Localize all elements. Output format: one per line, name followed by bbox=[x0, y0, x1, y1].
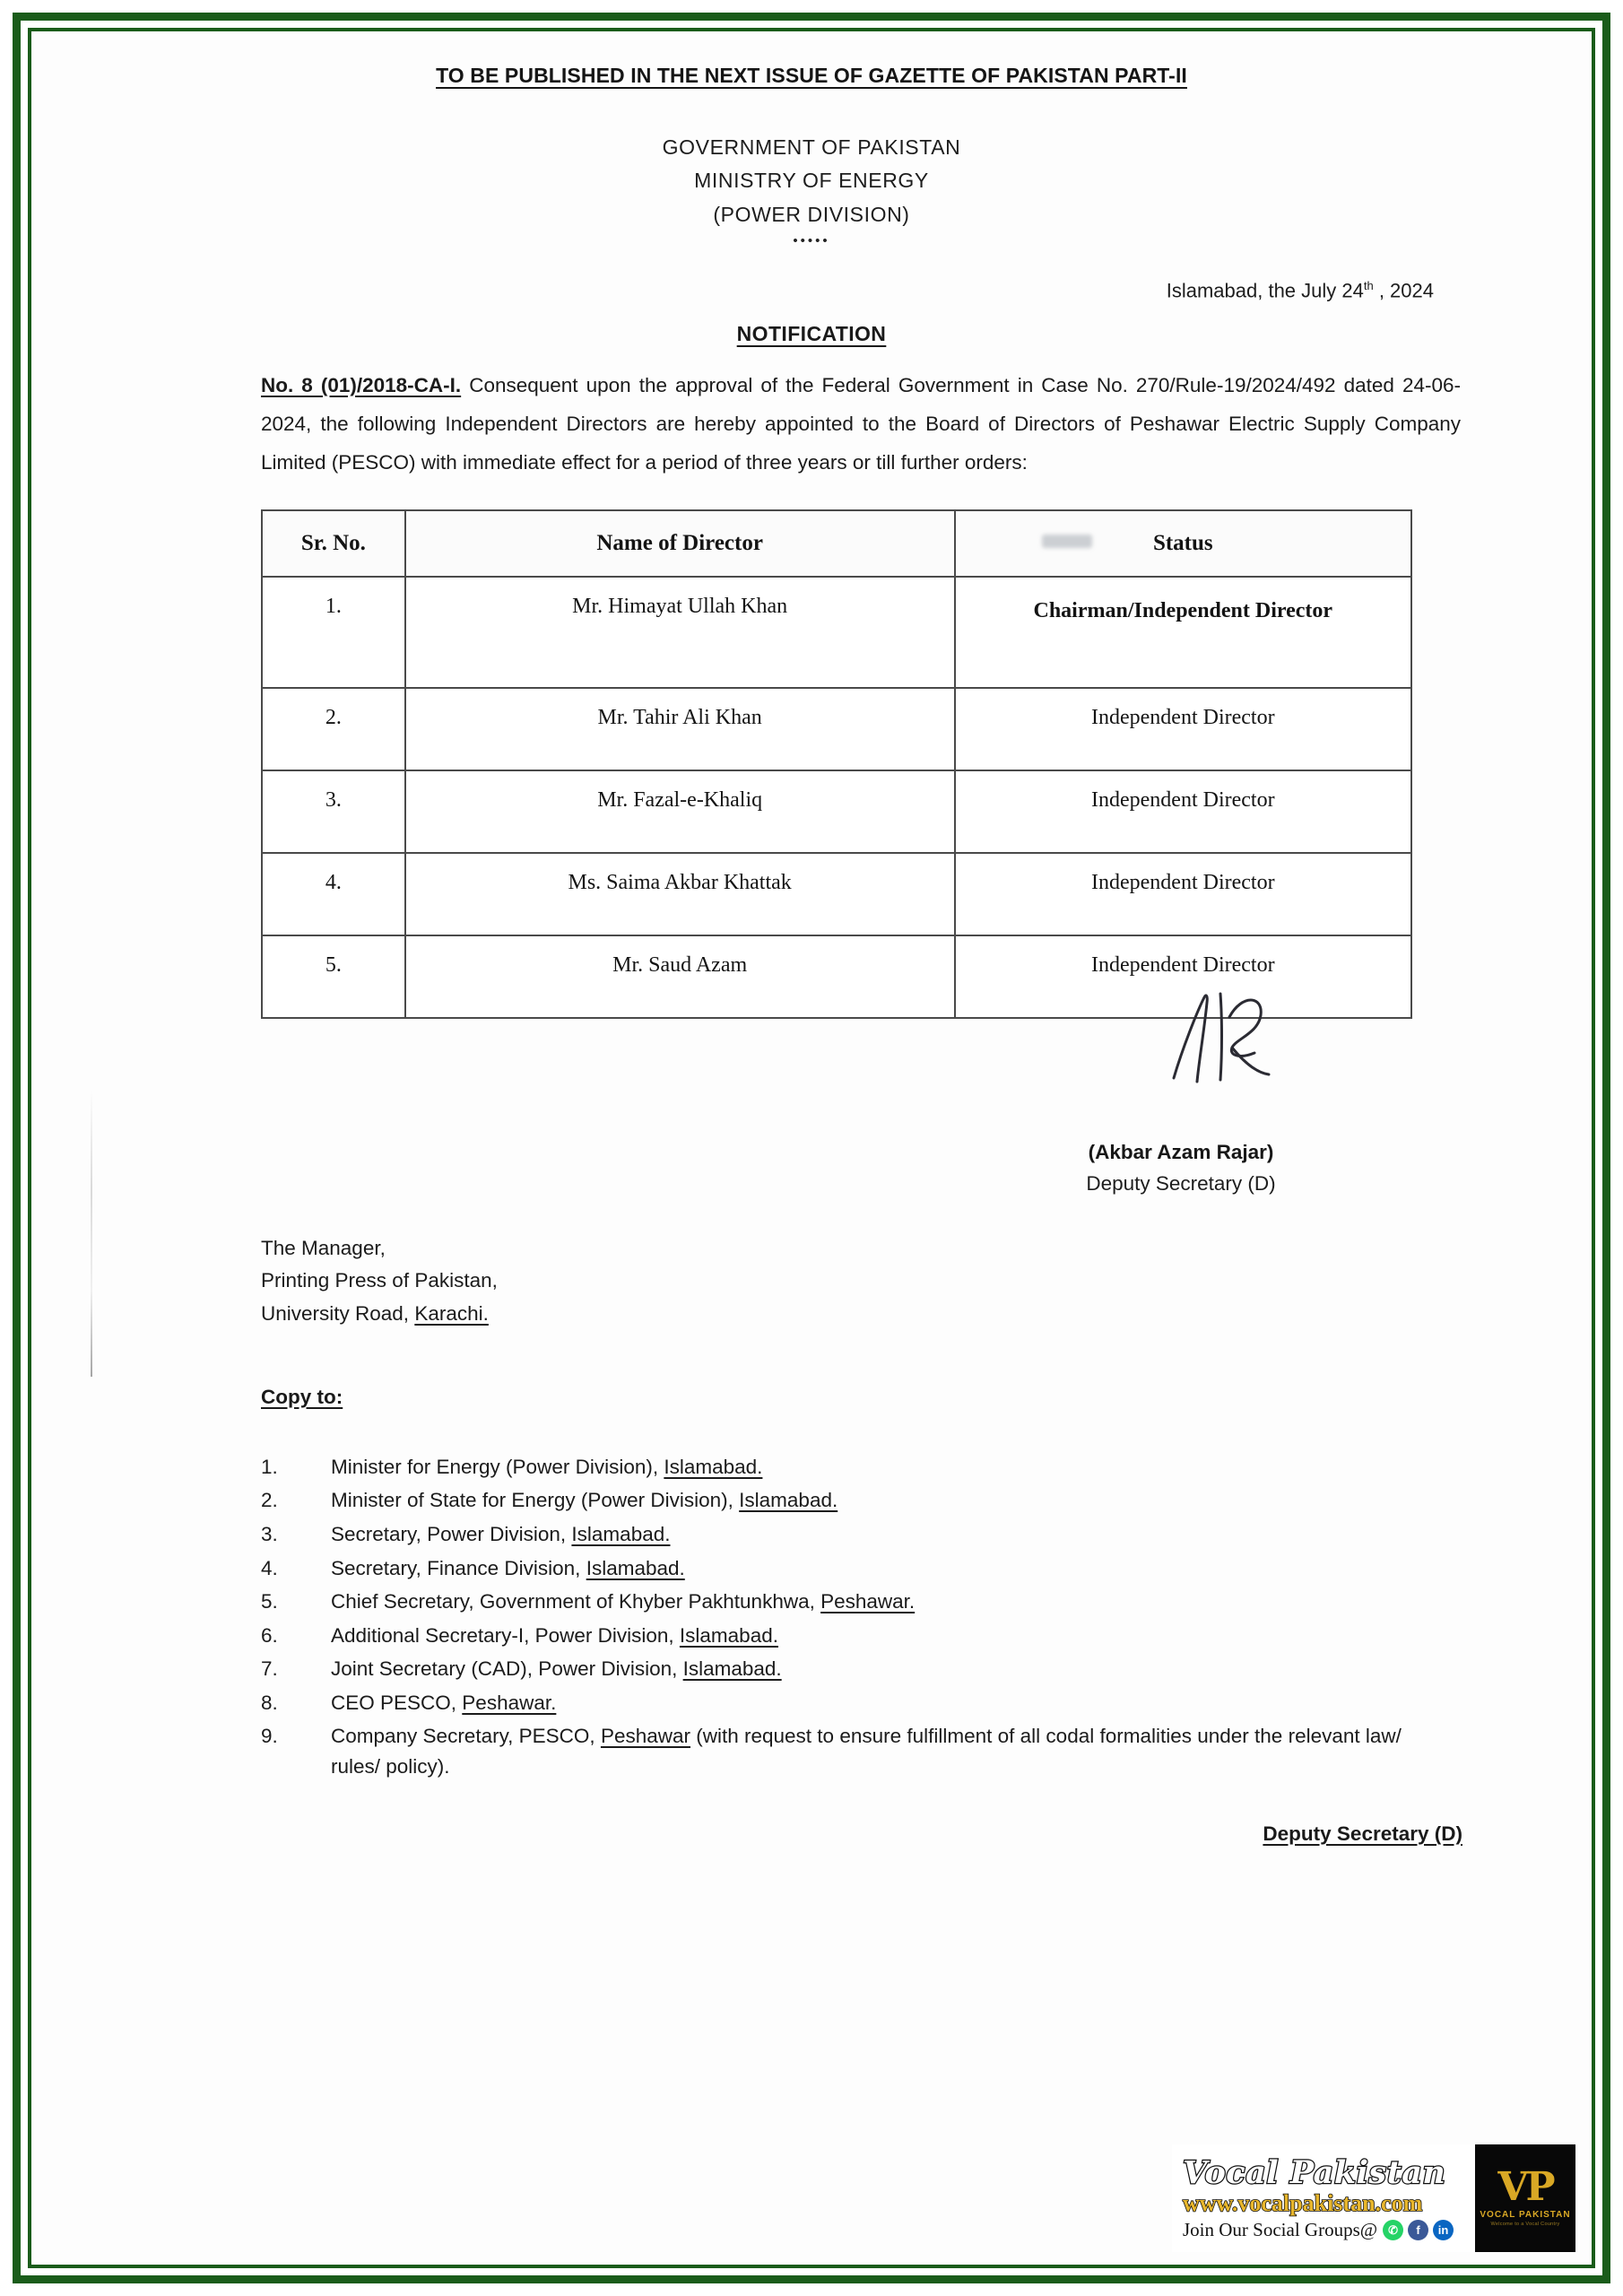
dateline bbox=[31, 279, 1592, 302]
signature-area bbox=[31, 1026, 1592, 1214]
cell-sr-no: 1. bbox=[262, 577, 405, 688]
dateline-year: , 2024 bbox=[1373, 279, 1434, 302]
copy-to-item-location: Peshawar. bbox=[820, 1590, 916, 1613]
copy-to-list bbox=[31, 1452, 1592, 1781]
copy-to-item-tail: (with request to ensure fulfillment of all codal formalities under the relevant law/ rules/ policy). bbox=[331, 1725, 1402, 1778]
cell-sr-no: 3. bbox=[262, 770, 405, 853]
addressee-line-2: Printing Press of Pakistan, bbox=[261, 1269, 498, 1292]
watermark-logo-monogram: VP bbox=[1497, 2164, 1553, 2211]
copy-to-item-location: Islamabad. bbox=[571, 1522, 671, 1545]
copy-to-item-location: Islamabad. bbox=[739, 1489, 838, 1512]
reference-number: No. 8 (01)/2018-CA-I. bbox=[261, 374, 462, 397]
copy-to-item-number: 4. bbox=[261, 1556, 278, 1579]
cell-status: Independent Director bbox=[955, 935, 1411, 1018]
table-header-row bbox=[262, 510, 1411, 577]
whatsapp-icon[interactable]: ✆ bbox=[1383, 2220, 1403, 2240]
cell-status: Independent Director bbox=[955, 853, 1411, 935]
dateline-prefix: Islamabad, the July 24 bbox=[1166, 279, 1364, 302]
copy-to-item-main: Additional Secretary-I, Power Division, bbox=[331, 1623, 680, 1647]
scanned-document-sheet bbox=[31, 31, 1592, 2265]
copy-to-item-text bbox=[331, 1688, 1434, 1718]
document-body bbox=[31, 31, 1592, 1846]
linkedin-icon[interactable]: in bbox=[1433, 2220, 1454, 2240]
table-body bbox=[262, 577, 1411, 1018]
copy-to-item bbox=[31, 1553, 1592, 1584]
handwritten-signature-icon bbox=[1143, 985, 1341, 1119]
page-border-frame bbox=[13, 13, 1610, 2283]
col-header-name: Name of Director bbox=[405, 510, 955, 577]
directors-table bbox=[261, 509, 1412, 1019]
copy-to-item-main: Joint Secretary (CAD), Power Division, bbox=[331, 1657, 683, 1681]
addressee-line-3 bbox=[261, 1298, 1592, 1330]
copy-to-item-location: Islamabad. bbox=[679, 1623, 778, 1647]
copy-to-item-text bbox=[331, 1654, 1434, 1684]
addressee-street: University Road, bbox=[261, 1301, 415, 1325]
copy-to-item-text bbox=[331, 1519, 1434, 1550]
copy-to-item bbox=[31, 1519, 1592, 1550]
copy-to-heading: Copy to: bbox=[261, 1385, 343, 1408]
copy-to-item-number: 3. bbox=[261, 1522, 278, 1545]
copy-to-item bbox=[31, 1654, 1592, 1684]
copy-to-item bbox=[31, 1452, 1592, 1483]
body-text: Consequent upon the approval of the Federal Government in Case No. 270/Rule-19/2024/492 dated 24-06-2024, the following Independent Directors are hereby appointed to the Board of Directors of Peshawar Electric Supply Company Limited (PESCO) with immediate effect for a period of three years or till further orders: bbox=[261, 374, 1462, 474]
government-heading-block bbox=[31, 131, 1592, 231]
watermark-join-row bbox=[1183, 2219, 1466, 2241]
copy-to-item-main: Company Secretary, PESCO, bbox=[331, 1725, 601, 1748]
notification-title: NOTIFICATION bbox=[736, 322, 887, 346]
cell-director-name: Mr. Saud Azam bbox=[405, 935, 955, 1018]
separator-dots: ••••• bbox=[793, 232, 830, 248]
copy-to-item bbox=[31, 1688, 1592, 1718]
watermark-social-icons bbox=[1383, 2220, 1454, 2240]
page-border-inner bbox=[28, 28, 1595, 2268]
cell-director-name: Mr. Himayat Ullah Khan bbox=[405, 577, 955, 688]
watermark-brand: Vocal Pakistan bbox=[1183, 2153, 1446, 2191]
copy-to-item-number: 1. bbox=[261, 1455, 278, 1478]
division-line: (POWER DIVISION) bbox=[713, 202, 910, 226]
signatory-role: Deputy Secretary (D) bbox=[1086, 1171, 1276, 1195]
table-row bbox=[262, 853, 1411, 935]
watermark-text-block bbox=[1172, 2144, 1475, 2252]
copy-to-item-text bbox=[331, 1553, 1434, 1584]
copy-to-item-location: Islamabad. bbox=[586, 1556, 685, 1579]
copy-to-item-main: Secretary, Power Division, bbox=[331, 1522, 572, 1545]
copy-to-item-location: Islamabad. bbox=[664, 1455, 763, 1478]
publish-header: TO BE PUBLISHED IN THE NEXT ISSUE OF GAZETTE OF PAKISTAN PART-II bbox=[436, 64, 1187, 87]
copy-to-item-text bbox=[331, 1587, 1434, 1617]
footer-signatory-role: Deputy Secretary (D) bbox=[1263, 1822, 1462, 1846]
watermark-join-label: Join Our Social Groups@ bbox=[1183, 2219, 1378, 2241]
copy-to-item-number: 5. bbox=[261, 1590, 278, 1613]
watermark-logo-tagline: Welcome to a Vocal Country bbox=[1490, 2221, 1560, 2227]
addressee-block bbox=[261, 1232, 1592, 1330]
cell-director-name: Mr. Tahir Ali Khan bbox=[405, 688, 955, 770]
copy-to-item bbox=[31, 1621, 1592, 1651]
copy-to-item-text bbox=[331, 1621, 1434, 1651]
cell-status: Chairman/Independent Director bbox=[955, 577, 1411, 688]
copy-to-item-main: Minister of State for Energy (Power Division), bbox=[331, 1489, 740, 1512]
table-head bbox=[262, 510, 1411, 577]
cell-sr-no: 4. bbox=[262, 853, 405, 935]
watermark-logo-name: VOCAL PAKISTAN bbox=[1480, 2209, 1571, 2220]
copy-to-item-location: Islamabad. bbox=[682, 1657, 782, 1681]
copy-to-item-main: Chief Secretary, Government of Khyber Pakhtunkhwa, bbox=[331, 1590, 821, 1613]
addressee-line-1: The Manager, bbox=[261, 1236, 386, 1259]
col-header-status-label: Status bbox=[1152, 530, 1213, 555]
notification-body-paragraph bbox=[261, 366, 1461, 483]
copy-to-item-number: 2. bbox=[261, 1489, 278, 1512]
watermark-url: www.vocalpakistan.com bbox=[1183, 2189, 1423, 2216]
copy-to-item-text bbox=[331, 1485, 1434, 1516]
table-row bbox=[262, 577, 1411, 688]
copy-to-item-main: Secretary, Finance Division, bbox=[331, 1556, 586, 1579]
government-line: GOVERNMENT OF PAKISTAN bbox=[662, 135, 961, 159]
col-header-status bbox=[955, 510, 1411, 577]
cell-status: Independent Director bbox=[955, 770, 1411, 853]
copy-to-item-main: CEO PESCO, bbox=[331, 1691, 463, 1714]
copy-to-item bbox=[31, 1587, 1592, 1617]
ministry-line: MINISTRY OF ENERGY bbox=[694, 169, 929, 193]
cell-director-name: Mr. Fazal-e-Khaliq bbox=[405, 770, 955, 853]
copy-to-item bbox=[31, 1721, 1592, 1781]
addressee-city: Karachi. bbox=[414, 1301, 489, 1325]
table-row bbox=[262, 688, 1411, 770]
cell-sr-no: 2. bbox=[262, 688, 405, 770]
copy-to-item-text bbox=[331, 1452, 1434, 1483]
facebook-icon[interactable]: f bbox=[1408, 2220, 1428, 2240]
scan-smudge bbox=[1042, 535, 1092, 548]
directors-table-container bbox=[261, 509, 1412, 1019]
watermark-banner bbox=[1172, 2144, 1575, 2252]
col-header-sr-no: Sr. No. bbox=[262, 510, 405, 577]
cell-status: Independent Director bbox=[955, 688, 1411, 770]
signatory-name: (Akbar Azam Rajar) bbox=[1088, 1140, 1274, 1163]
copy-to-item-number: 9. bbox=[261, 1725, 278, 1748]
copy-to-item-main: Minister for Energy (Power Division), bbox=[331, 1455, 664, 1478]
copy-to-item-number: 6. bbox=[261, 1623, 278, 1647]
copy-to-item-location: Peshawar bbox=[600, 1725, 690, 1748]
dateline-ordinal: th bbox=[1363, 278, 1374, 292]
cell-sr-no: 5. bbox=[262, 935, 405, 1018]
copy-to-item-location: Peshawar. bbox=[462, 1691, 557, 1714]
cell-director-name: Ms. Saima Akbar Khattak bbox=[405, 853, 955, 935]
watermark-logo-box bbox=[1475, 2144, 1575, 2252]
table-row bbox=[262, 770, 1411, 853]
copy-to-item bbox=[31, 1485, 1592, 1516]
copy-to-item-text bbox=[331, 1721, 1434, 1781]
copy-to-item-number: 8. bbox=[261, 1691, 278, 1714]
copy-to-item-number: 7. bbox=[261, 1657, 278, 1681]
